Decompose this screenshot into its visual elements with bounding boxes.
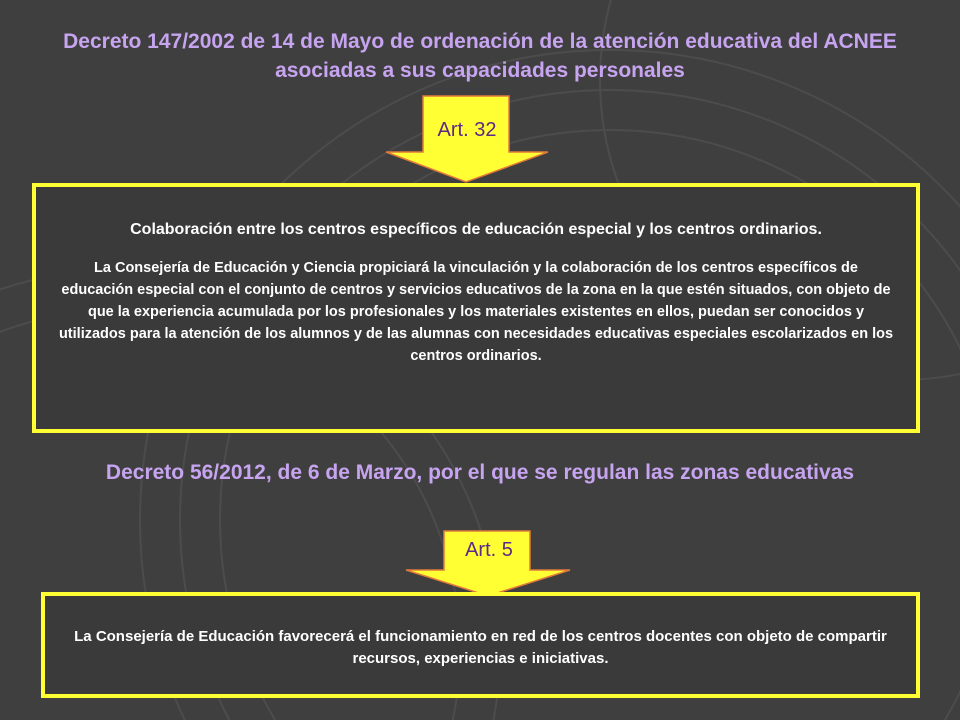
- box-body-text: La Consejería de Educación favorecerá el funcionamiento en red de los centros docentes con objeto de compartir recursos, experiencias e iniciativas.: [74, 628, 887, 667]
- box-heading: Colaboración entre los centros específicos de educación especial y los centros ordinarios.: [130, 221, 822, 238]
- arrow-art-5: [404, 530, 574, 598]
- title-decreto-56: Decreto 56/2012, de 6 de Marzo, por el que se regulan las zonas educativas: [105, 461, 855, 484]
- box-body-text: La Consejería de Educación y Ciencia propiciará la vinculación y la colaboración de los centros específicos de educación especial con el conjunto de centros y servicios educativos de la zona en la que estén situados, con objeto de que la experiencia acumulada por los profesionales y los materiales existentes en ellos, puedan ser conocidos y utilizados para la atención de los alumnos y de las alumnas con necesidades educativas especiales escolarizados en los centros ordinarios.: [58, 260, 894, 364]
- box-colaboracion: [32, 183, 920, 433]
- arrow-label-art-32: Art. 32: [437, 119, 497, 141]
- title-decreto-147: Decreto 147/2002 de 14 de Mayo de ordenación de la atención educativa del ACNEE asociadas a sus capacidades personales: [63, 30, 897, 82]
- box-funcionamiento-en-red: [41, 592, 920, 698]
- arrow-art-32: [382, 95, 552, 185]
- arrow-label-art-5: Art. 5: [465, 539, 513, 561]
